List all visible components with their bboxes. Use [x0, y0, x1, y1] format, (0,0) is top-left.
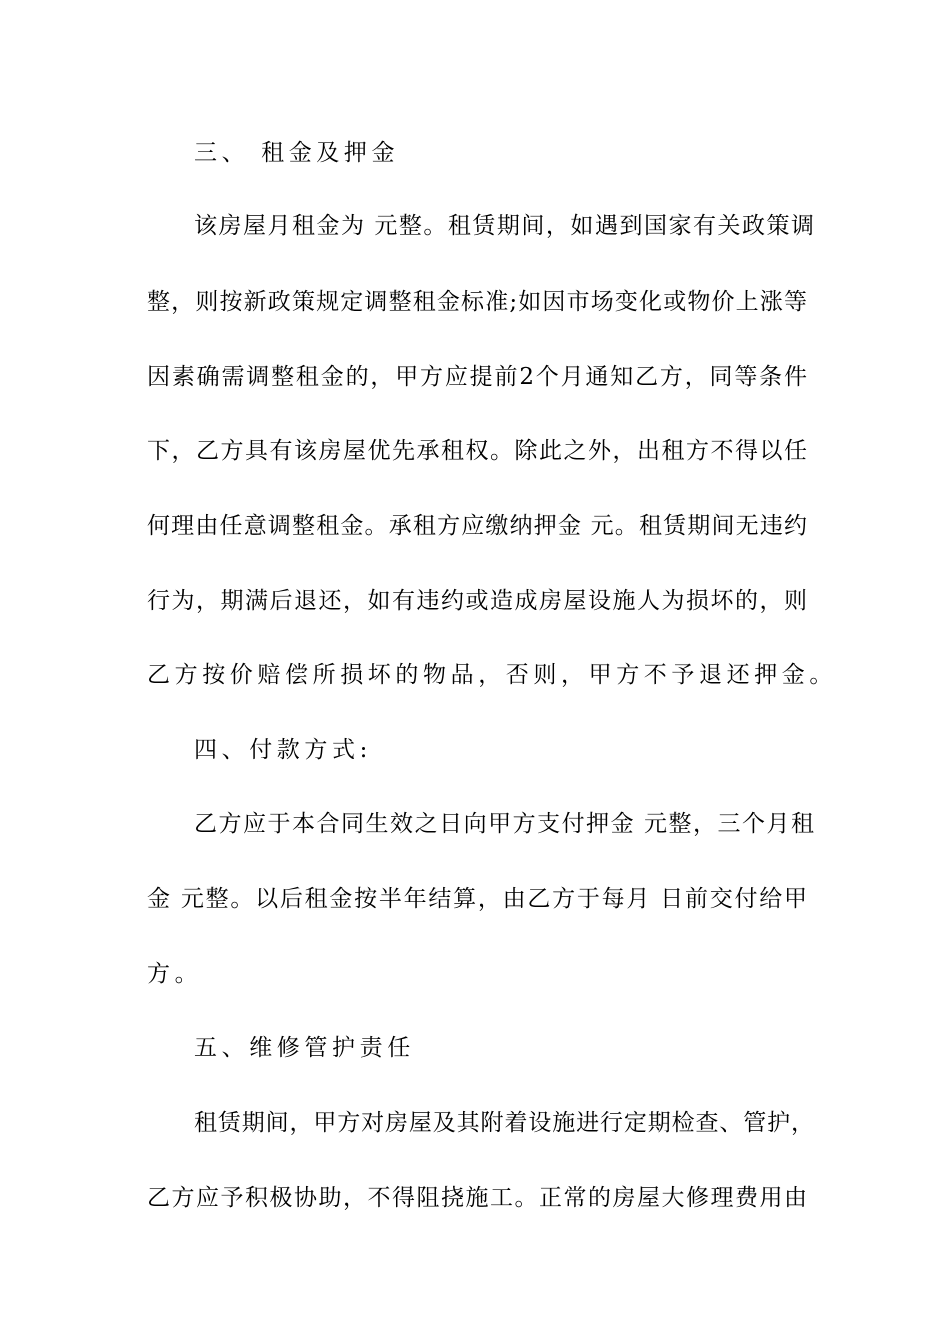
paragraph-line: 乙方应于本合同生效之日向甲方支付押金 元整，三个月租: [194, 811, 814, 837]
paragraph-line: 整，则按新政策规定调整租金标准;如因市场变化或物价上涨等: [147, 289, 807, 315]
paragraph-line: 金 元整。以后租金按半年结算，由乙方于每月 日前交付给甲: [147, 886, 807, 912]
paragraph-line: 乙方应予积极协助，不得阻挠施工。正常的房屋大修理费用由: [147, 1185, 807, 1211]
paragraph-line: 方。: [147, 961, 203, 987]
paragraph-line: 该房屋月租金为 元整。租赁期间，如遇到国家有关政策调: [194, 213, 814, 239]
paragraph-line: 租赁期间，甲方对房屋及其附着设施进行定期检查、管护，: [194, 1110, 814, 1136]
section-heading-rent-deposit: 三、 租金及押金: [194, 140, 400, 166]
paragraph-line: 下，乙方具有该房屋优先承租权。除此之外，出租方不得以任: [147, 438, 807, 464]
section-heading-maintenance: 五、维修管护责任: [194, 1035, 415, 1061]
paragraph-line: 何理由任意调整租金。承租方应缴纳押金 元。租赁期间无违约: [147, 513, 807, 539]
section-heading-payment: 四、付款方式:: [194, 737, 372, 763]
paragraph-line: 乙方按价赔偿所损坏的物品，否则，甲方不予退还押金。: [147, 662, 837, 688]
paragraph-line: 行为，期满后退还，如有违约或造成房屋设施人为损坏的，则: [147, 588, 807, 614]
paragraph-line: 因素确需调整租金的，甲方应提前2个月通知乙方，同等条件: [147, 364, 807, 390]
